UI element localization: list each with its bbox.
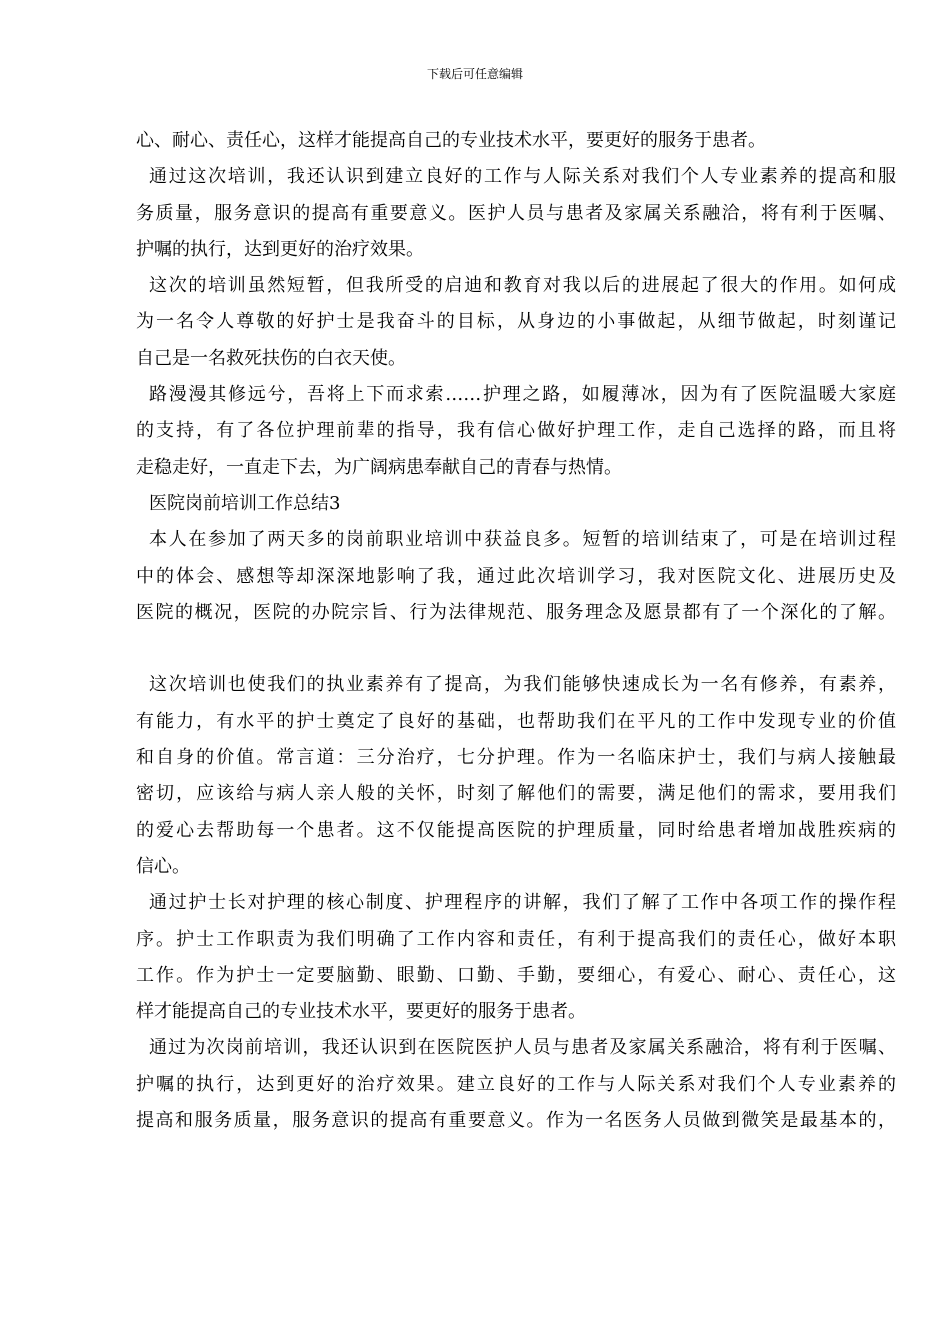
text-line: 信心。 — [136, 855, 190, 877]
text-line: 通过护士长对护理的核心制度、护理程序的讲解，我们了解了工作中各项工作的操作程 — [149, 892, 896, 914]
text-line: 和自身的价值。常言道：三分治疗，七分护理。作为一名临床护士，我们与病人接触最 — [136, 747, 896, 769]
text-line: 中的体会、感想等却深深地影响了我，通过此次培训学习，我对医院文化、进展历史及 — [136, 565, 896, 587]
page-header: 下载后可任意编辑 — [426, 67, 523, 81]
text-line: 工作。作为护士一定要脑勤、眼勤、口勤、手勤，要细心，有爱心、耐心、责任心，这 — [136, 964, 896, 986]
text-line: 自己是一名救死扶伤的白衣天使。 — [136, 347, 406, 369]
document-body — [136, 123, 896, 1139]
text-line: 为一名令人尊敬的好护士是我奋斗的目标，从身边的小事做起，从细节做起，时刻谨记 — [136, 311, 896, 333]
text-line: 样才能提高自己的专业技术水平，要更好的服务于患者。 — [136, 1001, 586, 1023]
text-line: 护嘱的执行，达到更好的治疗效果。建立良好的工作与人际关系对我们个人专业素养的 — [136, 1073, 896, 1095]
blank-line — [136, 631, 896, 667]
text-line: 走稳走好，一直走下去，为广阔病患奉献自己的青春与热情。 — [136, 456, 622, 478]
text-line: 通过为次岗前培训，我还认识到在医院医护人员与患者及家属关系融洽，将有利于医嘱、 — [149, 1037, 896, 1059]
text-line: 这次培训也使我们的执业素养有了提高，为我们能够快速成长为一名有修养，有素养， — [149, 674, 896, 696]
text-line: 提高和服务质量，服务意识的提高有重要意义。作为一名医务人员做到微笑是最基本的， — [136, 1110, 896, 1132]
text-line: 序。护士工作职责为我们明确了工作内容和责任，有利于提高我们的责任心，做好本职 — [136, 928, 896, 950]
text-line: 路漫漫其修远兮，吾将上下而求索……护理之路，如履薄冰，因为有了医院温暖大家庭 — [149, 384, 896, 406]
text-line: 务质量，服务意识的提高有重要意义。医护人员与患者及家属关系融洽，将有利于医嘱、 — [136, 202, 896, 224]
text-line: 医院的概况，医院的办院宗旨、行为法律规范、服务理念及愿景都有了一个深化的了解。 — [136, 601, 896, 623]
text-line: 这次的培训虽然短暂，但我所受的启迪和教育对我以后的进展起了很大的作用。如何成 — [149, 275, 896, 297]
text-line: 的爱心去帮助每一个患者。这不仅能提高医院的护理质量，同时给患者增加战胜疾病的 — [136, 819, 896, 841]
text-line: 有能力，有水平的护士奠定了良好的基础，也帮助我们在平凡的工作中发现专业的价值 — [136, 710, 896, 732]
section-heading: 医院岗前培训工作总结3 — [149, 492, 341, 514]
text-line: 心、耐心、责任心，这样才能提高自己的专业技术水平，要更好的服务于患者。 — [136, 130, 766, 151]
text-line: 通过这次培训，我还认识到建立良好的工作与人际关系对我们个人专业素养的提高和服 — [149, 166, 896, 188]
text-line: 密切，应该给与病人亲人般的关怀，时刻了解他们的需要，满足他们的需求，要用我们 — [136, 783, 896, 805]
text-line: 本人在参加了两天多的岗前职业培训中获益良多。短暂的培训结束了，可是在培训过程 — [149, 529, 896, 551]
text-line: 护嘱的执行，达到更好的治疗效果。 — [136, 238, 424, 260]
text-line: 的支持，有了各位护理前辈的指导，我有信心做好护理工作，走自己选择的路，而且将 — [136, 420, 896, 442]
